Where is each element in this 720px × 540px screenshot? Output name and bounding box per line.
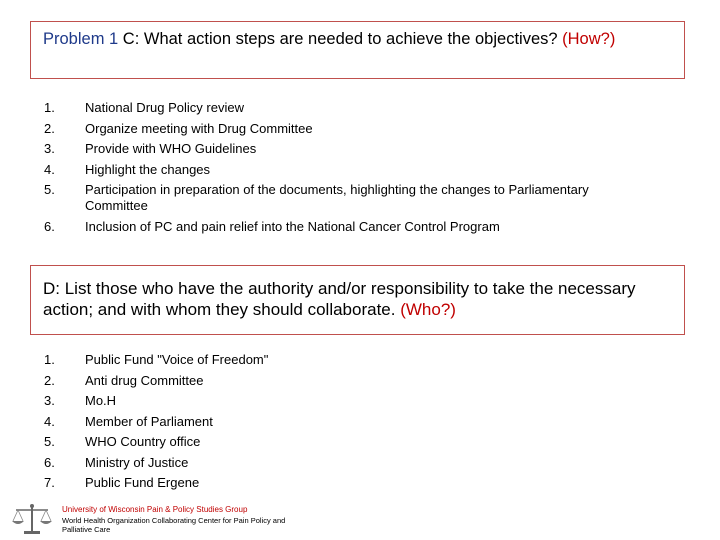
problem-label: Problem 1 [43, 30, 119, 48]
section-c-heading [43, 29, 672, 49]
section-c-list [44, 98, 645, 237]
section-d-question: D: List those who have the authority and/or responsibility to take the necessary action; and with whom they should collaborate. [43, 279, 636, 319]
list-item: 6. Inclusion of PC and pain relief into the National Cancer Control Program [44, 218, 500, 234]
list-item: 3. Provide with WHO Guidelines [44, 141, 257, 156]
footer-org-line1: University of Wisconsin Pain & Policy Studies Group [62, 505, 248, 514]
section-d-heading-box [30, 265, 685, 335]
section-c-tag: (How?) [562, 30, 616, 48]
section-c-heading-box [30, 21, 685, 79]
section-c-question: C: What action steps are needed to achieve the objectives? [118, 30, 563, 48]
section-d-list [44, 350, 645, 494]
list-item: 6. Ministry of Justice [44, 454, 189, 470]
footer [10, 500, 310, 538]
list-item: 7. Public Fund Ergene [44, 475, 200, 490]
footer-org-line2: World Health Organization Collaborating Center for Pain Policy and Palliative Care [62, 516, 286, 534]
section-d-tag: (Who?) [400, 300, 456, 319]
list-item: 1. Public Fund "Voice of Freedom" [44, 352, 269, 367]
list-item: 4. Member of Parliament [44, 413, 213, 429]
list-item: 2. Organize meeting with Drug Committee [44, 120, 313, 136]
list-item: 5. Participation in preparation of the documents, highlighting the changes to Parliamentary Committee [44, 182, 589, 213]
scales-of-justice-icon [10, 502, 54, 536]
list-item: 2. Anti drug Committee [44, 372, 204, 388]
list-item: 1. National Drug Policy review [44, 100, 244, 115]
list-item: 4. Highlight the changes [44, 161, 211, 177]
section-d-heading [43, 278, 672, 320]
list-item: 3. Mo.H [44, 393, 117, 408]
list-item: 5. WHO Country office [44, 434, 201, 449]
